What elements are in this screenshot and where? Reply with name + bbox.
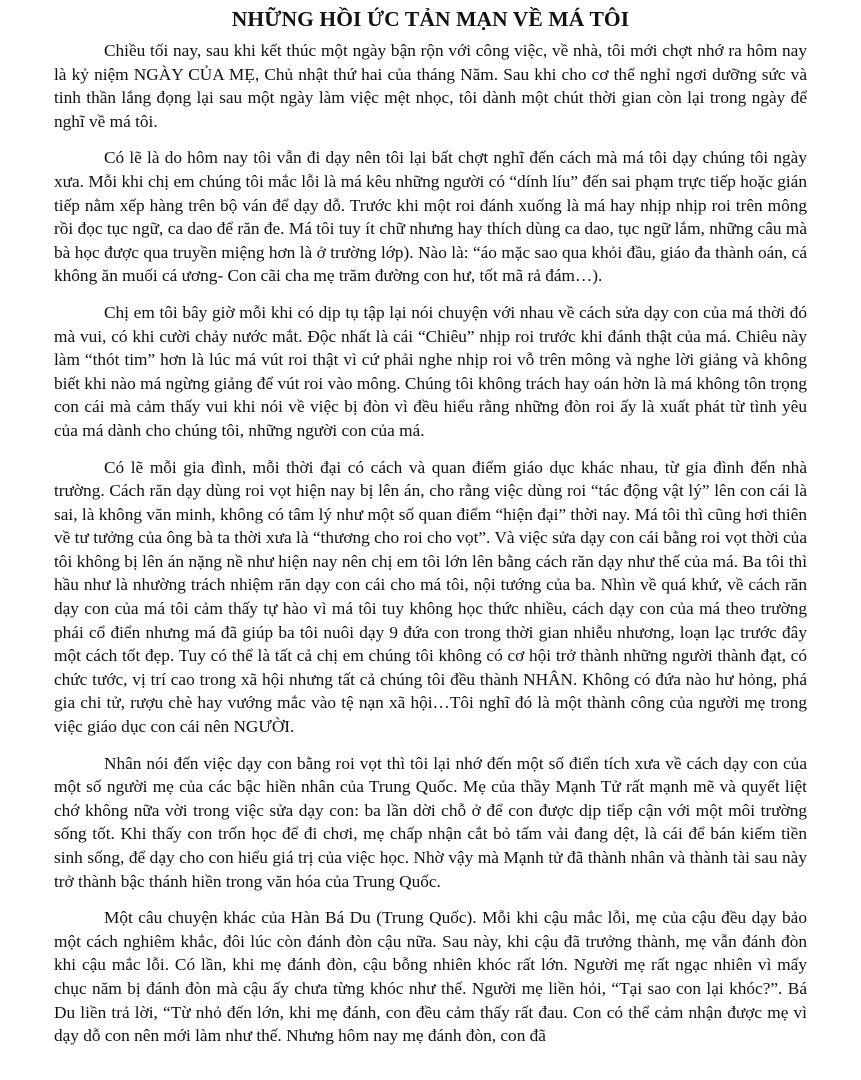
paragraph-1: Chiều tối nay, sau khi kết thúc một ngày bận rộn với công việc, về nhà, tôi mới chợt nhớ ra hôm nay là kỷ niệm NGÀY CỦA MẸ, Chủ nhật thứ hai của tháng Năm. Sau khi cho cơ thể nghỉ ngơi dưỡng sức và tinh thần lắng đọng lại sau một ngày làm việc mệt nhọc, tôi dành một chút thời gian còn lại trong ngày để nghĩ về má tôi. bbox=[54, 41, 807, 131]
paragraph-2: Có lẽ là do hôm nay tôi vẫn đi dạy nên tôi lại bất chợt nghĩ đến cách mà má tôi dạy chúng tôi ngày xưa. Mỗi khi chị em chúng tôi mắc lỗi là má kêu những người có “dính líu” đến sai phạm trực tiếp hoặc gián tiếp nằm xếp hàng trên bộ ván để dạy dỗ. Trước khi một roi đánh xuống là má hay nhịp nhịp roi trên mông rồi đọc tục ngữ, ca dao để răn đe. Má tôi tuy ít chữ nhưng hay thích dùng ca dao, tục ngữ lắm, những câu mà bà học được qua truyền miệng hơn là ở trường lớp). Nào là: “áo mặc sao qua khỏi đầu, giáo đa thành oán, cá không ăn muối cá ương- Con cãi cha mẹ trăm đường con hư, tốt mã rả đám…). bbox=[54, 148, 807, 286]
paragraph-4: Có lẽ mỗi gia đình, mỗi thời đại có cách và quan điểm giáo dục khác nhau, từ gia đình đến nhà trường. Cách răn dạy dùng roi vọt hiện nay bị lên án, cho rằng việc dùng roi “tác động vật lý” lên con cái là sai, là không văn minh, không có tâm lý như một số quan điểm “hiện đại” thời nay. Má tôi thì cũng hơi thiên về tư tưởng của ông bà ta thời xưa là “thương cho roi cho vọt”. Và việc sửa dạy con cái bằng roi vọt thời của tôi không bị lên án nặng nề như hiện nay nên chị em tôi lớn lên bằng cách răn dạy như thế của má. Ba tôi thì hầu như là nhường trách nhiệm răn dạy con cái cho má tôi, nội tướng của ba. Nhìn về quá khứ, về cách răn dạy con của má tôi cảm thấy tự hào vì má tôi tuy không học thức nhiều, cách dạy con của má theo trường phái cổ điển nhưng má đã giúp ba tôi nuôi dạy 9 đứa con trong thời gian nhiễu nhương, loạn lạc trước đây một cách tốt đẹp. Tuy có thể là tất cả chị em chúng tôi không có cơ hội trở thành những người thành đạt, có chức tước, vị trí cao trong xã hội nhưng tất cả chúng tôi đều thành NHÂN. Không có đứa nào hư hỏng, phá gia chi tử, rượu chè hay vướng mắc vào tệ nạn xã hội…Tôi nghĩ đó là một thành công của người mẹ trong việc giáo dục con cái nên NGƯỜI. bbox=[54, 457, 807, 737]
paragraph-3: Chị em tôi bây giờ mỗi khi có dịp tụ tập lại nói chuyện với nhau về cách sửa dạy con của má thời đó mà vui, có khi cười chảy nước mắt. Độc nhất là cái “Chiêu” nhịp roi trước khi đánh thật của má. Chiêu này làm “thót tim” hơn là lúc má vút roi thật vì cứ phải nghe nhịp roi vỗ trên mông và nghe lời giảng và không biết khi nào má ngừng giảng để vút roi vào mông. Chúng tôi không trách hay oán hờn là má không tôn trọng con cái mà cảm thấy vui khi nói về việc bị đòn vì đều hiểu rằng những đòn roi ấy là xuất phát từ tình yêu của má dành cho chúng tôi, những người con của má. bbox=[54, 302, 807, 440]
paragraph-5: Nhân nói đến việc dạy con bằng roi vọt thì tôi lại nhớ đến một số điển tích xưa về cách dạy con của một số người mẹ của các bậc hiền nhân của Trung Quốc. Mẹ của thầy Mạnh Tử rất mạnh mẽ và quyết liệt chớ không nữa vời trong việc sửa dạy con: ba lần dời chỗ ở để con được dịp tiếp cận với một môi trường sống tốt. Khi thấy con trốn học để đi chơi, mẹ chấp nhận cắt bỏ tấm vải đang dệt, là cái để bán kiếm tiền sinh sống, để dạy cho con hiểu giá trị của việc học. Nhờ vậy mà Mạnh tử đã thành nhân và thành tài sau này trở thành bậc thánh hiền trong văn hóa của Trung Quốc. bbox=[54, 753, 807, 891]
paragraph-6: Một câu chuyện khác của Hàn Bá Du (Trung Quốc). Mỗi khi cậu mắc lỗi, mẹ của cậu đều dạy bảo một cách nghiêm khắc, đôi lúc còn đánh đòn cậu nữa. Sau này, khi cậu đã trưởng thành, mẹ vẫn đánh đòn khi cậu mắc lỗi. Có lần, khi mẹ đánh đòn, cậu bỗng nhiên khóc rất lớn. Người mẹ rất ngạc nhiên vì mấy chục năm bị đánh đòn mà cậu ấy chưa từng khóc như thế. Người mẹ liền hỏi, “Tại sao con lại khóc?”. Bá Du liền trả lời, “Từ nhỏ đến lớn, khi mẹ đánh, con đều cảm thấy rất đau. Con có thể cảm nhận được mẹ vì dạy dỗ con nên mới làm như thế. Nhưng hôm nay mẹ đánh đòn, con đã bbox=[54, 908, 807, 1046]
page-title: NHỮNG HỒI ỨC TẢN MẠN VỀ MÁ TÔI bbox=[231, 7, 630, 31]
